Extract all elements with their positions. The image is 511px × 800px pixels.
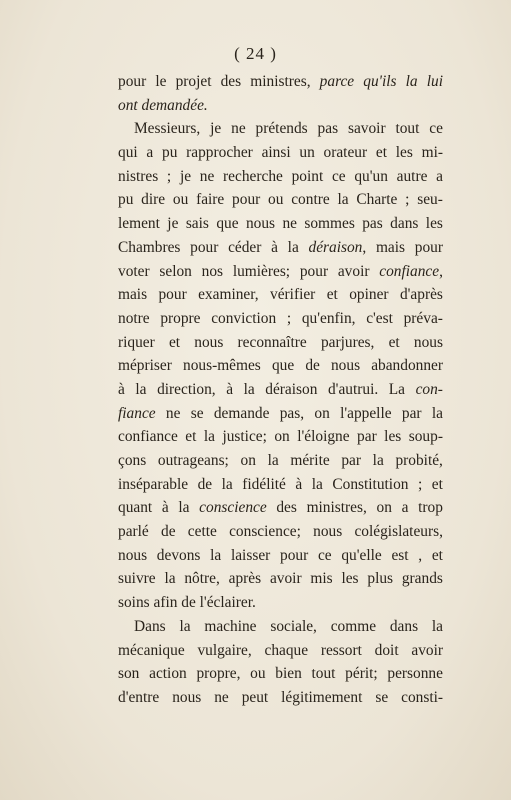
word: nous <box>413 333 443 351</box>
word: pour <box>299 262 329 280</box>
word: a <box>436 167 443 185</box>
word: lui <box>426 73 443 90</box>
word: son <box>118 665 140 683</box>
page-number: ( 24 ) <box>234 44 277 63</box>
word: légitimement <box>281 688 363 706</box>
word: la <box>405 73 418 90</box>
word: direction, <box>157 380 216 398</box>
word: mi- <box>421 144 443 162</box>
word: abandonner <box>371 357 443 375</box>
word: ministres, <box>250 73 311 90</box>
word: la <box>431 617 443 635</box>
text-line <box>118 94 443 118</box>
word: con- <box>415 380 443 398</box>
word: la <box>179 617 191 635</box>
word: la <box>221 475 233 493</box>
word: ne <box>282 215 297 233</box>
word: laisser <box>230 546 271 564</box>
word: mis <box>310 570 333 588</box>
word: est <box>391 546 409 564</box>
word: les <box>425 215 443 233</box>
word: opiner <box>349 286 389 304</box>
word: à <box>161 499 169 517</box>
word: nous <box>118 546 148 564</box>
word: Messieurs, <box>134 120 201 138</box>
word: se <box>375 688 389 706</box>
word: pour <box>118 73 147 90</box>
word: plus <box>367 570 394 588</box>
word: pas <box>362 215 383 233</box>
word: la <box>287 238 299 256</box>
word: ainsi <box>261 144 291 162</box>
word: l'appelle <box>340 404 392 422</box>
word: qui <box>118 144 138 162</box>
word: quant <box>118 499 153 517</box>
word: la <box>178 499 190 517</box>
text-line <box>118 236 443 260</box>
word: des <box>276 499 297 517</box>
word: à <box>271 238 278 256</box>
word: la <box>431 404 443 422</box>
word: les <box>341 570 359 588</box>
word: ; <box>405 191 410 209</box>
word: mécanique <box>118 641 185 659</box>
word: Charte <box>356 191 398 209</box>
word: et <box>185 428 197 446</box>
word: selon <box>159 262 192 280</box>
word: pas <box>317 120 339 138</box>
text-line <box>118 165 443 189</box>
word: sommes <box>304 215 355 233</box>
word: je <box>179 167 192 185</box>
word: avoir <box>269 570 302 588</box>
word: la <box>267 452 279 469</box>
word: le <box>155 73 167 90</box>
word: et <box>431 546 443 564</box>
word: ; <box>286 309 292 327</box>
word: demande <box>213 404 270 422</box>
word: après <box>228 570 262 588</box>
word: à <box>118 380 125 398</box>
word: seu- <box>417 191 443 209</box>
word: céder <box>228 238 262 256</box>
word: cette <box>187 523 217 541</box>
word: ce <box>317 546 332 564</box>
word: Constitution <box>332 475 409 493</box>
word: Chambres <box>118 238 181 256</box>
word: d'autrui. <box>327 380 379 398</box>
italic-text: ont demandée. <box>118 96 208 114</box>
word: d'après <box>399 286 443 304</box>
word: savoir <box>347 120 386 138</box>
text-line <box>118 402 443 426</box>
word: sociale, <box>270 617 317 635</box>
word: çons <box>118 452 147 469</box>
word: ne <box>165 404 181 422</box>
word: mérite <box>290 452 330 469</box>
word: par <box>401 404 422 422</box>
word: ce <box>331 167 346 185</box>
word: nistres <box>118 167 159 185</box>
word: inséparable <box>118 475 189 493</box>
word: la <box>203 428 215 446</box>
word: la <box>210 546 222 564</box>
word: pu <box>162 144 178 162</box>
word: suivre <box>118 570 156 588</box>
word: qu'elle <box>341 546 382 564</box>
word: faire <box>196 191 225 209</box>
word: que <box>216 215 239 233</box>
text-line <box>118 307 443 331</box>
text-line <box>118 331 443 355</box>
word: pour <box>158 286 187 304</box>
word: fidélité <box>242 475 286 493</box>
word: on <box>240 452 256 469</box>
word: autre <box>396 167 428 185</box>
word: sais <box>185 215 209 233</box>
word: les <box>384 428 402 446</box>
word: fiance <box>118 404 156 422</box>
word: comme <box>330 617 377 635</box>
text-line <box>118 141 443 165</box>
word: justice; <box>222 428 267 446</box>
word: ; <box>418 475 423 493</box>
word: qu'un <box>354 167 388 185</box>
word: l'éloigne <box>297 428 350 446</box>
text-line <box>118 212 443 236</box>
word: de <box>161 523 176 541</box>
word: ou <box>172 191 189 209</box>
word: la <box>135 380 147 398</box>
word: parce <box>319 73 355 90</box>
word: ressort <box>320 641 362 659</box>
word: dans <box>390 215 419 233</box>
word: nous <box>194 333 224 351</box>
word: parlé <box>118 523 149 541</box>
word: qu'enfin, <box>301 309 356 327</box>
word: ce <box>429 120 443 138</box>
word: de <box>197 475 213 493</box>
word: pu <box>118 191 134 209</box>
word: ne <box>214 688 229 706</box>
text-line <box>118 449 443 473</box>
word: La <box>388 380 405 398</box>
word: nous <box>330 357 361 375</box>
word: et <box>388 333 400 351</box>
word: soup- <box>408 428 443 446</box>
word: projet <box>175 73 212 90</box>
word: parjures, <box>320 333 375 351</box>
word: ministres, <box>306 499 367 517</box>
word: trop <box>418 499 443 517</box>
word: et <box>326 286 338 304</box>
word: mais <box>375 238 406 256</box>
word: mais <box>118 286 148 304</box>
word: nos <box>201 262 224 280</box>
word: la <box>337 191 349 209</box>
word: outrageans; <box>157 452 229 469</box>
word: nôtre, <box>184 570 220 588</box>
text-line <box>118 567 443 591</box>
word: a <box>146 144 154 162</box>
word: contre <box>291 191 330 209</box>
word: lumières; <box>232 262 291 280</box>
word: riquer <box>118 333 155 351</box>
word: peut <box>241 688 269 706</box>
word: par <box>357 428 377 446</box>
word: doit <box>374 641 399 659</box>
line-text: soins afin de l'éclairer. <box>118 594 256 612</box>
word: la <box>311 475 323 493</box>
word: la <box>372 452 384 469</box>
word: reconnaître <box>237 333 307 351</box>
word: de <box>305 357 320 375</box>
word: on <box>376 499 392 517</box>
word: conviction <box>211 309 277 327</box>
word: Dans <box>134 617 166 635</box>
word: se <box>190 404 204 422</box>
word: et <box>375 144 387 162</box>
word: qu'ils <box>363 73 397 90</box>
word: a <box>401 499 409 517</box>
word: pour <box>414 238 443 256</box>
word: machine <box>204 617 257 635</box>
word: confiance, <box>379 262 443 280</box>
word: les <box>395 144 413 162</box>
word: et <box>431 475 443 493</box>
word: ne <box>231 120 246 138</box>
word: tout <box>311 665 336 683</box>
text-line <box>118 354 443 378</box>
word: vulgaire, <box>197 641 252 659</box>
word: et <box>168 333 181 351</box>
text-line <box>118 378 443 402</box>
text-line <box>118 70 443 94</box>
word: par <box>341 452 361 469</box>
text-line <box>118 188 443 212</box>
word: on <box>274 428 290 446</box>
word: à <box>295 475 303 493</box>
word: on <box>314 404 330 422</box>
text-line <box>118 639 443 663</box>
word: je <box>210 120 222 138</box>
word: préva- <box>403 309 443 327</box>
word: ne <box>199 167 215 185</box>
text-line <box>118 615 443 639</box>
word: c'est <box>366 309 393 327</box>
word: ou <box>268 191 284 209</box>
text-line <box>118 260 443 284</box>
word: vérifier <box>270 286 316 304</box>
word: point <box>291 167 324 185</box>
text-line <box>118 520 443 544</box>
word: pas, <box>279 404 305 422</box>
word: d'entre <box>118 688 160 706</box>
word: probité, <box>395 452 443 469</box>
word: nous-mêmes <box>183 357 261 375</box>
word: à <box>226 380 234 398</box>
word: orateur <box>323 144 368 162</box>
word: personne <box>387 665 443 683</box>
word: lement <box>118 215 160 233</box>
word: dire <box>141 191 166 209</box>
word: la <box>164 570 176 588</box>
word: voter <box>118 262 150 280</box>
word: recherche <box>223 167 283 185</box>
word: avoir <box>411 641 443 659</box>
word: colégislateurs, <box>354 523 443 541</box>
word: action <box>149 665 187 683</box>
word: conscience; <box>229 523 301 541</box>
word: grands <box>401 570 443 588</box>
text-line <box>118 591 443 615</box>
word: notre <box>118 309 150 327</box>
word: pour <box>190 238 219 256</box>
word: avoir <box>337 262 370 280</box>
text-line <box>118 496 443 520</box>
word: examiner, <box>198 286 259 304</box>
word: prétends <box>255 120 308 138</box>
word: mépriser <box>118 357 172 375</box>
word: ; <box>166 167 172 185</box>
text-line <box>118 686 443 710</box>
word: nous <box>313 523 343 541</box>
word: la <box>243 380 255 398</box>
word: , <box>418 546 423 564</box>
word: déraison, <box>308 238 367 256</box>
text-line <box>118 473 443 497</box>
text-line <box>118 283 443 307</box>
word: je <box>167 215 179 233</box>
word: pour <box>232 191 261 209</box>
word: ou <box>250 665 266 683</box>
word: chaque <box>264 641 309 659</box>
word: tout <box>395 120 420 138</box>
word: que <box>271 357 295 375</box>
word: des <box>220 73 242 90</box>
word: devons <box>156 546 201 564</box>
word: conscience <box>199 499 267 517</box>
word: nous <box>172 688 202 706</box>
word: propre, <box>196 665 241 683</box>
body-text <box>118 70 443 710</box>
word: bien <box>275 665 302 683</box>
word: rapprocher <box>186 144 253 162</box>
word: pour <box>280 546 309 564</box>
word: consti- <box>401 688 443 706</box>
word: nous <box>245 215 276 233</box>
text-line <box>118 544 443 568</box>
text-line <box>118 662 443 686</box>
word: périt; <box>345 665 378 683</box>
word: propre <box>160 309 201 327</box>
text-line <box>118 425 443 449</box>
text-line <box>118 117 443 141</box>
word: un <box>299 144 315 162</box>
word: déraison <box>265 380 318 398</box>
word: dans <box>389 617 419 635</box>
word: confiance <box>118 428 178 446</box>
